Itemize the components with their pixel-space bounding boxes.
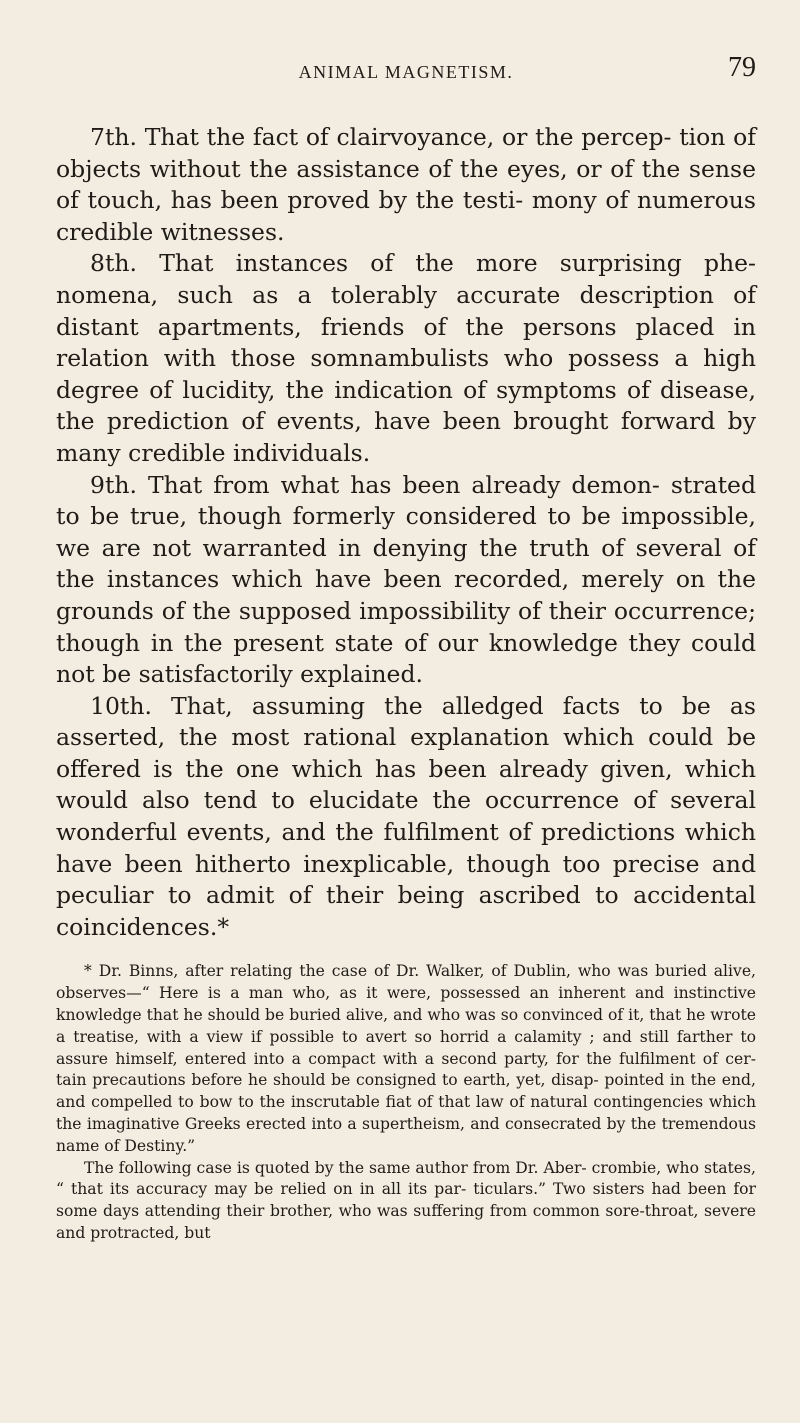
footnote-abercrombie: The following case is quoted by the same author from Dr. Aber- crombie, who states, “ that its accuracy may be relied on in all its par- ticulars.” Two sisters had been for some days attending their brother, who was suffering from common sore-throat, severe and protracted, but bbox=[56, 1158, 756, 1242]
paragraph-8th: 8th. That instances of the more surprising phe- nomena, such as a tolerably accurate description of distant apartments, friends of the persons placed in relation with those somnambulists who possess a high degree of lucidity, the indication of symptoms of disease, the prediction of events, have been brought forward by many credible individuals. bbox=[56, 249, 756, 467]
page-number: 79 bbox=[728, 52, 756, 83]
book-page bbox=[56, 52, 756, 1245]
paragraph-9th: 9th. That from what has been already demon- strated to be true, though formerly considered to be impossible, we are not warranted in denying the truth of several of the instances which have been recorded, merely on the grounds of the supposed impossibility of their occurrence; though in the present state of our knowledge they could not be satisfactorily explained. bbox=[56, 470, 756, 689]
paragraph-10th: 10th. That, assuming the alledged facts to be as asserted, the most rational explanation which could be offered is the one which has been already given, which would also tend to elucidate the occurrence of several wonderful events, and the fulfilment of predictions which have been hitherto inexplicable, though too precise and peculiar to admit of their being ascribed to accidental coincidences.* bbox=[56, 691, 756, 941]
running-header bbox=[56, 52, 756, 98]
footnote-binns: * Dr. Binns, after relating the case of Dr. Walker, of Dublin, who was buried alive, observes—“ Here is a man who, as it were, possessed an inherent and instinctive knowledge that he should be buried alive, and who was so convinced of it, that he wrote a treatise, with a view if possible to avert so horrid a calamity ; and still farther to assure himself, entered into a compact with a second party, for the fulfilment of cer- tain precautions before he should be consigned to earth, yet, disap- pointed in the end, and compelled to bow to the inscrutable fiat of that law of natural contingencies which the imaginative Greeks erected into a supertheism, and consecrated by the tremendous name of Destiny.” bbox=[56, 962, 756, 1155]
header-title: ANIMAL MAGNETISM. bbox=[298, 62, 514, 82]
paragraph-7th: 7th. That the fact of clairvoyance, or the percep- tion of objects without the assistance of the eyes, or of the sense of touch, has been proved by the testi- mony of numerous credible witnesses. bbox=[56, 123, 756, 246]
main-text bbox=[56, 122, 756, 943]
footnotes bbox=[56, 961, 756, 1244]
